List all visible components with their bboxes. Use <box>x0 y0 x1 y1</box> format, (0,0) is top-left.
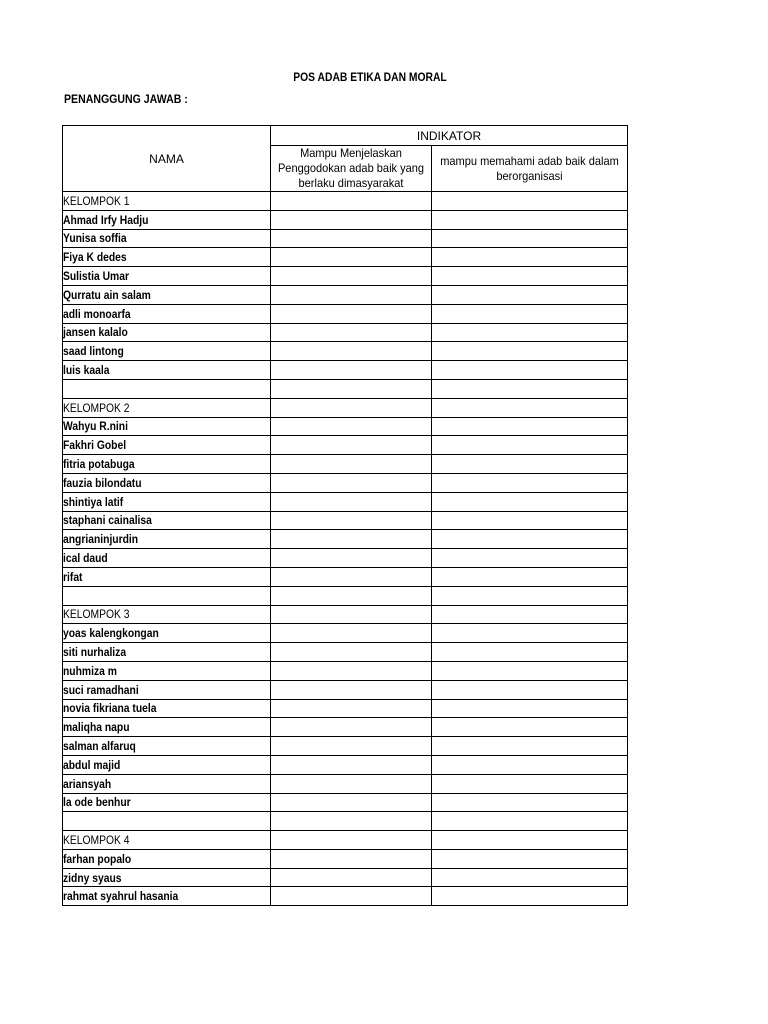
name-cell: Fakhri Gobel <box>63 436 271 455</box>
table-body <box>63 192 628 906</box>
indicator-1-cell[interactable] <box>271 511 432 530</box>
header-indikator: INDIKATOR <box>271 126 628 146</box>
table-row <box>63 248 628 267</box>
table-row <box>63 887 628 906</box>
indicator-1-cell[interactable] <box>271 774 432 793</box>
indicator-1-cell[interactable] <box>271 267 432 286</box>
name-cell: novia fikriana tuela <box>63 699 271 718</box>
table-row <box>63 267 628 286</box>
indicator-2-cell[interactable] <box>432 868 628 887</box>
name-cell: ical daud <box>63 549 271 568</box>
indicator-1-cell[interactable] <box>271 192 432 211</box>
indicator-1-cell[interactable] <box>271 737 432 756</box>
indicator-2-cell[interactable] <box>432 774 628 793</box>
indicator-1-cell[interactable] <box>271 361 432 380</box>
indicator-2-cell[interactable] <box>432 530 628 549</box>
table-row <box>63 192 628 211</box>
table-row <box>63 793 628 812</box>
indicator-1-cell[interactable] <box>271 549 432 568</box>
name-cell: maliqha napu <box>63 718 271 737</box>
table-row <box>63 285 628 304</box>
table-row <box>63 229 628 248</box>
indicator-1-cell[interactable] <box>271 586 432 605</box>
indicator-2-cell[interactable] <box>432 737 628 756</box>
name-cell: Ahmad Irfy Hadju <box>63 210 271 229</box>
table-row <box>63 567 628 586</box>
indicator-1-cell[interactable] <box>271 210 432 229</box>
table-row <box>63 718 628 737</box>
indicator-1-cell[interactable] <box>271 285 432 304</box>
table-row <box>63 831 628 850</box>
indicator-2-cell[interactable] <box>432 793 628 812</box>
name-cell: luis kaala <box>63 361 271 380</box>
table-row <box>63 586 628 605</box>
table-row <box>63 737 628 756</box>
name-cell: abdul majid <box>63 755 271 774</box>
indicator-2-cell[interactable] <box>432 285 628 304</box>
name-cell: Sulistia Umar <box>63 267 271 286</box>
indicator-1-cell[interactable] <box>271 624 432 643</box>
name-cell: Yunisa soffia <box>63 229 271 248</box>
name-cell: saad lintong <box>63 342 271 361</box>
table-row <box>63 473 628 492</box>
indicator-2-cell[interactable] <box>432 473 628 492</box>
indicator-2-cell[interactable] <box>432 323 628 342</box>
indicator-1-cell[interactable] <box>271 718 432 737</box>
indicator-2-cell[interactable] <box>432 417 628 436</box>
name-cell: fitria potabuga <box>63 455 271 474</box>
indicator-2-cell[interactable] <box>432 398 628 417</box>
name-cell: nuhmiza m <box>63 661 271 680</box>
indicator-2-cell[interactable] <box>432 511 628 530</box>
indicator-1-cell[interactable] <box>271 849 432 868</box>
indicator-1-cell[interactable] <box>271 793 432 812</box>
indicator-2-cell[interactable] <box>432 567 628 586</box>
name-cell: salman alfaruq <box>63 737 271 756</box>
assessment-table <box>62 125 628 906</box>
name-cell: farhan popalo <box>63 849 271 868</box>
indicator-1-cell[interactable] <box>271 755 432 774</box>
indicator-1-cell[interactable] <box>271 379 432 398</box>
indicator-1-cell[interactable] <box>271 530 432 549</box>
table-row <box>63 436 628 455</box>
table-row <box>63 605 628 624</box>
indicator-1-cell[interactable] <box>271 436 432 455</box>
indicator-2-cell[interactable] <box>432 699 628 718</box>
name-cell: fauzia bilondatu <box>63 473 271 492</box>
table-row <box>63 699 628 718</box>
indicator-1-cell[interactable] <box>271 643 432 662</box>
document-title: POS ADAB ETIKA DAN MORAL <box>293 70 447 84</box>
table-row <box>63 210 628 229</box>
indicator-2-cell[interactable] <box>432 248 628 267</box>
name-cell: angrianinjurdin <box>63 530 271 549</box>
header-indicator-1: Mampu Menjelaskan Penggodokan adab baik yang berlaku dimasyarakat <box>271 146 432 192</box>
table-row <box>63 643 628 662</box>
indicator-2-cell[interactable] <box>432 455 628 474</box>
table-row <box>63 511 628 530</box>
indicator-1-cell[interactable] <box>271 455 432 474</box>
indicator-1-cell[interactable] <box>271 323 432 342</box>
indicator-2-cell[interactable] <box>432 887 628 906</box>
indicator-2-cell[interactable] <box>432 379 628 398</box>
indicator-2-cell[interactable] <box>432 680 628 699</box>
table-row <box>63 398 628 417</box>
indicator-2-cell[interactable] <box>432 661 628 680</box>
group-label-cell: KELOMPOK 2 <box>63 398 271 417</box>
indicator-2-cell[interactable] <box>432 831 628 850</box>
indicator-1-cell[interactable] <box>271 661 432 680</box>
indicator-1-cell[interactable] <box>271 887 432 906</box>
indicator-2-cell[interactable] <box>432 643 628 662</box>
name-cell: rifat <box>63 567 271 586</box>
indicator-1-cell[interactable] <box>271 417 432 436</box>
indicator-1-cell[interactable] <box>271 398 432 417</box>
indicator-2-cell[interactable] <box>432 267 628 286</box>
name-cell <box>63 586 271 605</box>
indicator-1-cell[interactable] <box>271 473 432 492</box>
table-row <box>63 774 628 793</box>
indicator-2-cell[interactable] <box>432 210 628 229</box>
table-row <box>63 530 628 549</box>
table-row <box>63 417 628 436</box>
table-row <box>63 661 628 680</box>
indicator-2-cell[interactable] <box>432 549 628 568</box>
name-cell: la ode benhur <box>63 793 271 812</box>
indicator-2-cell[interactable] <box>432 192 628 211</box>
table-row <box>63 342 628 361</box>
name-cell <box>63 379 271 398</box>
table-row <box>63 624 628 643</box>
indicator-1-cell[interactable] <box>271 680 432 699</box>
indicator-2-cell[interactable] <box>432 605 628 624</box>
indicator-1-cell[interactable] <box>271 304 432 323</box>
indicator-2-cell[interactable] <box>432 304 628 323</box>
indicator-2-cell[interactable] <box>432 436 628 455</box>
name-cell: Qurratu ain salam <box>63 285 271 304</box>
table-row <box>63 492 628 511</box>
table-row <box>63 680 628 699</box>
indicator-2-cell[interactable] <box>432 718 628 737</box>
penanggung-jawab-label: PENANGGUNG JAWAB : <box>64 92 188 106</box>
indicator-1-cell[interactable] <box>271 812 432 831</box>
indicator-2-cell[interactable] <box>432 586 628 605</box>
table-row <box>63 755 628 774</box>
indicator-1-cell[interactable] <box>271 342 432 361</box>
indicator-2-cell[interactable] <box>432 342 628 361</box>
indicator-2-cell[interactable] <box>432 229 628 248</box>
indicator-1-cell[interactable] <box>271 248 432 267</box>
indicator-2-cell[interactable] <box>432 755 628 774</box>
name-cell: staphani cainalisa <box>63 511 271 530</box>
name-cell <box>63 812 271 831</box>
name-cell: yoas kalengkongan <box>63 624 271 643</box>
indicator-2-cell[interactable] <box>432 492 628 511</box>
group-label-cell: KELOMPOK 1 <box>63 192 271 211</box>
indicator-1-cell[interactable] <box>271 831 432 850</box>
table-row <box>63 812 628 831</box>
indicator-1-cell[interactable] <box>271 868 432 887</box>
indicator-2-cell[interactable] <box>432 624 628 643</box>
header-indicator-2: mampu memahami adab baik dalam berorganisasi <box>432 146 628 192</box>
header-nama: NAMA <box>63 126 271 192</box>
table-row <box>63 849 628 868</box>
indicator-2-cell[interactable] <box>432 361 628 380</box>
table-row <box>63 455 628 474</box>
name-cell: ariansyah <box>63 774 271 793</box>
name-cell: jansen kalalo <box>63 323 271 342</box>
table-row <box>63 361 628 380</box>
indicator-1-cell[interactable] <box>271 229 432 248</box>
table-row <box>63 379 628 398</box>
name-cell: Fiya K dedes <box>63 248 271 267</box>
group-label-cell: KELOMPOK 3 <box>63 605 271 624</box>
table-row <box>63 304 628 323</box>
table-row <box>63 549 628 568</box>
name-cell: Wahyu R.nini <box>63 417 271 436</box>
indicator-1-cell[interactable] <box>271 492 432 511</box>
name-cell: rahmat syahrul hasania <box>63 887 271 906</box>
indicator-1-cell[interactable] <box>271 567 432 586</box>
table-row <box>63 868 628 887</box>
indicator-2-cell[interactable] <box>432 849 628 868</box>
name-cell: suci ramadhani <box>63 680 271 699</box>
group-label-cell: KELOMPOK 4 <box>63 831 271 850</box>
table-row <box>63 323 628 342</box>
indicator-1-cell[interactable] <box>271 699 432 718</box>
indicator-2-cell[interactable] <box>432 812 628 831</box>
name-cell: shintiya latif <box>63 492 271 511</box>
name-cell: siti nurhaliza <box>63 643 271 662</box>
indicator-1-cell[interactable] <box>271 605 432 624</box>
name-cell: zidny syaus <box>63 868 271 887</box>
name-cell: adli monoarfa <box>63 304 271 323</box>
